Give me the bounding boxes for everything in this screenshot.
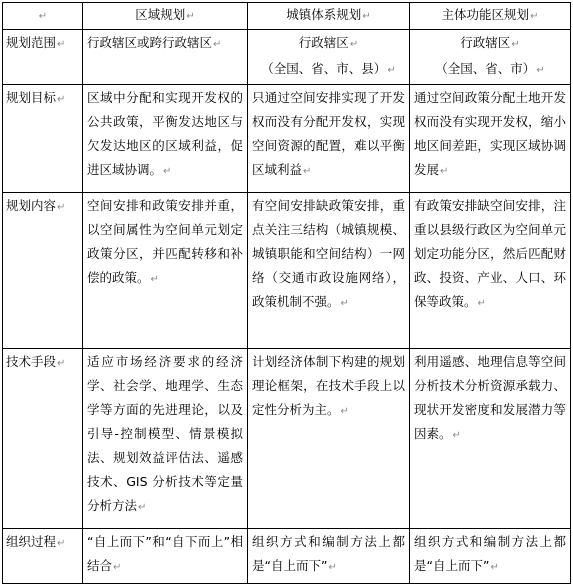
paragraph-mark: ↵ [57,202,66,213]
row-label: 规划目标 [6,90,57,105]
table-row-scope [3,30,571,85]
paragraph-mark: ↵ [452,430,461,441]
paragraph-mark: ↵ [490,562,499,573]
paragraph-mark: ↵ [150,274,159,285]
table-row-goals [3,85,571,193]
paragraph-mark: ↵ [57,94,66,105]
paragraph-mark: ↵ [213,39,222,50]
table-row-process [3,529,571,584]
paragraph-mark: ↵ [340,406,349,417]
paragraph-mark: ↵ [328,562,337,573]
paragraph-mark: ↵ [186,11,195,22]
table-cell: 适应市场经济要求的经济学、社会学、地理学、生态学等方面的先进理论，以及引导-控制模型、情景模拟法、规划效益评估法、遥感技术、GIS 分析技术等定量分析方法↵ [83,349,248,529]
paragraph-mark: ↵ [340,298,349,309]
comparison-table [2,2,571,584]
table-cell: 通过空间政策分配土地开发权而没有实现开发权，缩小地区间差距，实现区域协调发展↵ [410,85,571,193]
header-cell-urban-system-planning: 城镇体系规划↵ [248,3,410,30]
row-label: 规划内容 [6,198,57,213]
table-cell: 区域中分配和实现开发权的公共政策，平衡发达地区与欠发达地区的区域利益，促进区域协调。↵ [83,85,248,193]
table-cell: “自上而下”和“自下而上”相结合↵ [83,529,248,584]
row-label-cell [3,30,83,85]
table-cell: 空间安排和政策安排并重，以空间属性为空间单元划定政策分区，并匹配转移和补偿的政策。↵ [83,193,248,349]
row-label: 规划范围 [6,35,57,50]
header-cell-regional-planning: 区域规划↵ [83,3,248,30]
table-cell: 只通过空间安排实现了开发权而没有分配开发权，实现空间资源的配置，难以平衡区域利益↵ [248,85,410,193]
header-corner-cell [3,3,83,30]
table-cell: 有空间安排缺政策安排，重点关注三结构（城镇规模、城镇职能和空间结构）一网络（交通市政设施网络），政策机制不强。↵ [248,193,410,349]
paragraph-mark: ↵ [57,358,66,369]
paragraph-mark: ↵ [387,65,396,76]
paragraph-mark: ↵ [477,298,486,309]
paragraph-mark: ↵ [303,166,312,177]
table-cell: 有政策安排缺空间安排，注重以县级行政区为空间单元划定功能分区，然后匹配财政、投资、产业、人口、环保等政策。↵ [410,193,571,349]
table-row-content [3,193,571,349]
table-cell: 利用遥感、地理信息等空间分析技术分析资源承载力、现状开发密度和发展潜力等因素。↵ [410,349,571,529]
paragraph-mark: ↵ [530,11,539,22]
paragraph-mark: ↵ [349,39,359,50]
paragraph-mark: ↵ [57,538,66,549]
table-cell: 计划经济体制下构建的规划理论框架，在技术手段上以定性分析为主。↵ [248,349,410,529]
row-label: 技术手段 [6,354,57,369]
table-cell: 组织方式和编制方法上都是“自上而下”↵ [248,529,410,584]
paragraph-mark: ↵ [138,502,147,513]
header-cell-main-function-zone-planning: 主体功能区规划↵ [410,3,571,30]
paragraph-mark: ↵ [440,166,449,177]
row-label: 组织过程 [6,534,57,549]
table-cell: 行政辖区或跨行政辖区↵ [83,30,248,85]
paragraph-mark: ↵ [38,11,48,22]
paragraph-mark: ↵ [511,39,520,50]
table-cell: 行政辖区↵ （全国、省、市、县）↵ [248,30,410,85]
paragraph-mark: ↵ [536,65,545,76]
row-label-cell [3,193,83,349]
paragraph-mark: ↵ [163,166,172,177]
table-cell: 组织方式和编制方法上都是“自上而下”↵ [410,529,571,584]
paragraph-mark: ↵ [362,11,371,22]
table-cell: 行政辖区↵ （全国、省、市）↵ [410,30,571,85]
paragraph-mark: ↵ [57,39,66,50]
paragraph-mark: ↵ [113,562,122,573]
table-row-techniques [3,349,571,529]
row-label-cell [3,349,83,529]
row-label-cell [3,529,83,584]
row-label-cell [3,85,83,193]
table-header-row [3,3,571,30]
